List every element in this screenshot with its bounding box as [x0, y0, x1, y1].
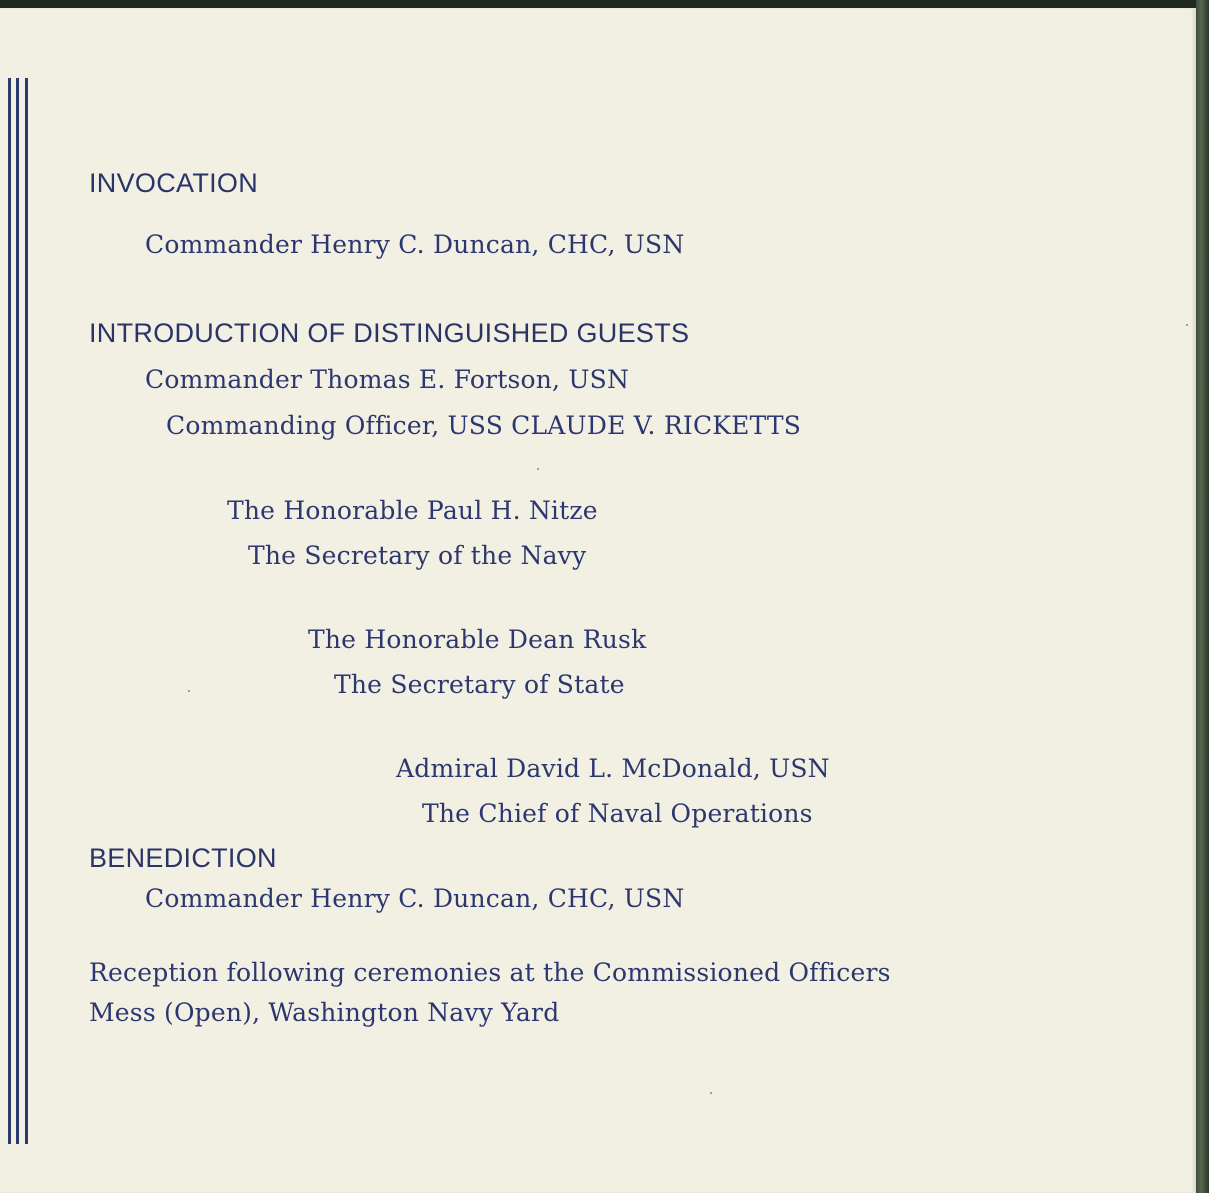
invocation-heading: INVOCATION: [89, 168, 259, 198]
benediction-heading: BENEDICTION: [89, 843, 277, 873]
guest-3-name: Admiral David L. McDonald, USN: [396, 754, 830, 783]
guest-2-title: The Secretary of State: [334, 670, 625, 699]
guest-1-title: The Secretary of the Navy: [248, 541, 587, 570]
document-right-edge: [1196, 0, 1209, 1193]
introduction-presenter-title: Commanding Officer, USS CLAUDE V. RICKETTS: [166, 411, 802, 440]
guest-2-name: The Honorable Dean Rusk: [308, 625, 647, 654]
paper-speck: [710, 1092, 712, 1094]
program-page: [0, 8, 1196, 1193]
introduction-heading: INTRODUCTION OF DISTINGUISHED GUESTS: [89, 318, 690, 348]
decorative-rule-1: [8, 78, 11, 1144]
benediction-speaker: Commander Henry C. Duncan, CHC, USN: [145, 884, 685, 913]
decorative-rule-3: [25, 78, 28, 1144]
invocation-speaker: Commander Henry C. Duncan, CHC, USN: [145, 230, 685, 259]
paper-speck: [537, 468, 539, 470]
decorative-rule-2: [16, 78, 19, 1144]
paper-speck: [188, 690, 190, 692]
reception-line-2: Mess (Open), Washington Navy Yard: [89, 998, 560, 1027]
reception-line-1: Reception following ceremonies at the Commissioned Officers: [89, 958, 891, 987]
paper-speck: [1186, 324, 1188, 326]
document-top-edge: [0, 0, 1209, 8]
introduction-presenter-name: Commander Thomas E. Fortson, USN: [145, 365, 630, 394]
guest-3-title: The Chief of Naval Operations: [422, 799, 813, 828]
guest-1-name: The Honorable Paul H. Nitze: [227, 496, 598, 525]
